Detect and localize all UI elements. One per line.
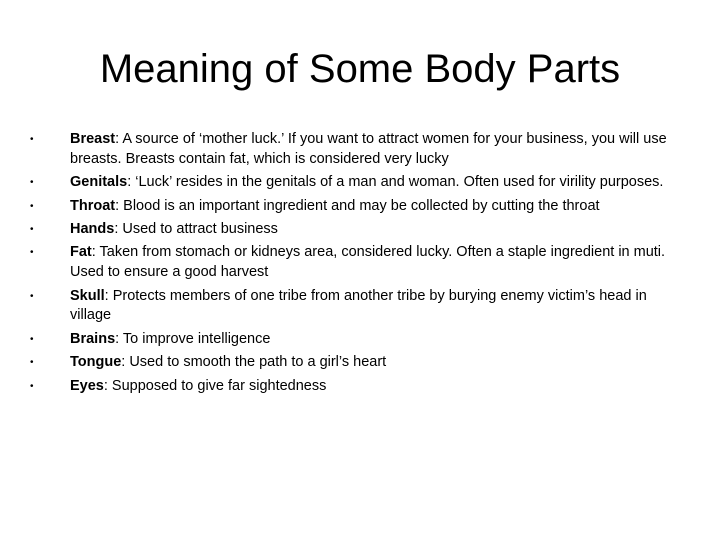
bullet-term: Hands [70,220,115,237]
bullet-term: Tongue [70,354,122,371]
bullet-description: : Blood is an important ingredient and may be collected by cutting the throat [115,197,600,214]
bullet-text [70,353,685,373]
slide-title: Meaning of Some Body Parts [99,47,621,91]
bullet-item-brains [0,330,720,350]
bullet-icon: • [30,177,34,189]
bullet-text [70,330,685,350]
bullet-icon: • [30,333,34,345]
bullet-icon: • [30,357,34,369]
bullet-text [70,220,685,240]
bullet-item-skull [0,287,720,327]
bullet-item-eyes [0,377,720,397]
bullet-description: : Protects members of one tribe from another tribe by burying enemy victim’s head in village [70,287,647,324]
bullet-text [70,130,685,170]
bullet-icon: • [30,200,34,212]
bullet-text [70,173,685,193]
bullet-term: Eyes [70,377,104,394]
bullet-item-breast [0,130,720,170]
bullet-list [0,130,720,400]
bullet-description: : Used to smooth the path to a girl’s heart [121,354,387,371]
bullet-item-tongue [0,353,720,373]
bullet-item-genitals [0,173,720,193]
bullet-description: : ‘Luck’ resides in the genitals of a man and woman. Often used for virility purposes. [127,174,664,191]
bullet-term: Breast [70,131,116,147]
bullet-description: : A source of ‘mother luck.’ If you want to attract women for your business, you will use breasts. Breasts contain fat, which is considered very lucky [70,131,667,167]
bullet-term: Fat [70,244,92,261]
bullet-description: : Used to attract business [114,220,278,237]
bullet-icon: • [30,223,34,235]
bullet-text [70,287,685,327]
bullet-text [70,197,685,217]
bullet-icon: • [30,290,34,302]
bullet-item-fat [0,243,720,283]
bullet-term: Throat [70,197,116,214]
bullet-description: : To improve intelligence [115,330,271,347]
bullet-description: : Supposed to give far sightedness [103,377,327,394]
bullet-term: Skull [70,287,105,304]
bullet-text [70,243,685,283]
bullet-term: Brains [70,330,116,347]
bullet-icon: • [30,247,34,259]
bullet-icon: • [30,380,34,392]
bullet-term: Genitals [70,174,128,191]
bullet-icon: • [30,134,34,145]
bullet-description: : Taken from stomach or kidneys area, considered lucky. Often a staple ingredient in muti. Used to ensure a good harvest [70,244,666,281]
bullet-item-hands [0,220,720,240]
bullet-text [70,377,685,397]
bullet-item-throat [0,197,720,217]
